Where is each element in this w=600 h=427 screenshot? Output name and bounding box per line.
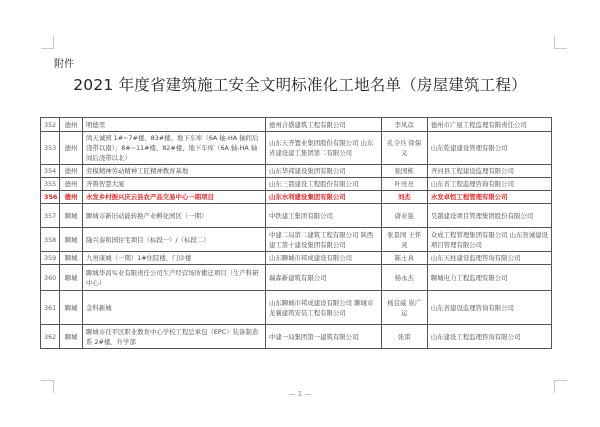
table-row <box>41 118 552 132</box>
city-cell: 聊城 <box>59 291 82 325</box>
project-cell: 聊城华昌实业有限责任公司生产经营场所搬迁项目（生产科研中心） <box>83 265 266 291</box>
city-cell: 聊城 <box>59 325 82 349</box>
city-cell: 德州 <box>59 132 82 165</box>
manager-cell: 孔令兵 徐保义 <box>381 132 427 165</box>
contractor-cell: 中建一局集团第一建筑有限公司 <box>265 325 381 349</box>
city-cell: 德州 <box>59 178 82 191</box>
supervisor-cell: 山东省建设监理咨询有限公司 <box>427 291 551 325</box>
project-cell: 明德里 <box>83 118 266 132</box>
row-number: 354 <box>41 165 60 178</box>
manager-cell: 张景国 王怀灵 <box>381 228 427 252</box>
row-number: 352 <box>41 118 60 132</box>
supervisor-cell: 山东乾建建设管理有限公司 <box>427 132 551 165</box>
manager-cell: 陈士真 <box>381 252 427 265</box>
row-number: 359 <box>41 252 60 265</box>
table-body <box>41 118 552 349</box>
supervisor-cell: 聊城电力工程监理有限公司 <box>427 265 551 291</box>
row-number: 358 <box>41 228 60 252</box>
supervisor-cell: 德州市广厦工程监理有限责任公司 <box>427 118 551 132</box>
project-cell: 尚天诚园 1#~7#楼、83#楼、地下车库（6A 轴-HA 轴间后浇带以南）；8#~11#楼、82#楼、地下车库（6A 轴-HA 轴间后浇带以北） <box>83 132 266 165</box>
manager-cell: 杨永杰 <box>381 265 427 291</box>
row-number: 357 <box>41 204 60 228</box>
supervisor-cell: 山东天柱建设监理咨询有限公司 <box>427 252 551 265</box>
manager-cell: 唐业强 <box>381 204 427 228</box>
attachment-label: 附件 <box>54 59 74 70</box>
row-number: 360 <box>41 265 60 291</box>
table-row <box>41 132 552 165</box>
row-number: 353 <box>41 132 60 165</box>
page-corner-mark-top-left <box>41 36 54 49</box>
contractor-cell: 山东聊城市邦成建设有限公司 <box>265 252 381 265</box>
manager-cell: 刘杰 <box>381 191 427 204</box>
page-number: — 1 — <box>288 390 312 398</box>
table-row <box>41 265 552 291</box>
project-cell: 聊城市新旧动能转换产业孵化园区（一期） <box>83 204 266 228</box>
supervisor-cell: 山东建设工程监理咨询有限公司 <box>427 325 551 349</box>
project-cell: 聊城市茌平区职业教育中心学校工程总承包（EPC）装备制造系 2#楼、升学部 <box>83 325 266 349</box>
city-cell: 德州 <box>59 165 82 178</box>
contractor-cell: 山东天齐置业集团股份有限公司 山东省建设建工集团第二有限公司 <box>265 132 381 165</box>
city-cell: 德州 <box>59 118 82 132</box>
table-row <box>41 178 552 191</box>
project-cell: 九州康城（一期）1#住院楼、门诊楼 <box>83 252 266 265</box>
contractor-cell: 山东三箭建设工程股份有限公司 <box>265 178 381 191</box>
city-cell: 聊城 <box>59 228 82 252</box>
city-cell: 聊城 <box>59 265 82 291</box>
supervisor-cell: 昊越建设项目管理集团股份有限公司 <box>427 204 551 228</box>
project-cell: 隆兴泰和园住宅项目（标段一）/（标段二） <box>83 228 266 252</box>
supervisor-cell: 齐河县工程建设监理有限公司 <box>427 165 551 178</box>
site-list-table <box>40 117 552 349</box>
page-corner-mark-top-right <box>554 36 567 49</box>
project-cell: 劳模精神劳动精神工匠精神教育基地 <box>83 165 266 178</box>
contractor-cell: 瑞森新建筑有限公司 <box>265 265 381 291</box>
supervisor-cell: 众成工程管理集团有限公司 山东智诚建设项目管理有限公司 <box>427 228 551 252</box>
project-cell: 齐鲁智慧大厦 <box>83 178 266 191</box>
supervisor-cell: 水发卓恒工程管理有限公司 <box>427 191 551 204</box>
table-row <box>41 325 552 349</box>
supervisor-cell: 山东省工程监理咨询有限公司 <box>427 178 551 191</box>
contractor-cell: 山东聊城市邦成建设有限公司 聊城市龙襄建筑安装工程有限公司 <box>265 291 381 325</box>
manager-cell: 李凤彦 <box>381 118 427 132</box>
table-row <box>41 252 552 265</box>
table-row <box>41 204 552 228</box>
city-cell: 聊城 <box>59 204 82 228</box>
contractor-cell: 山东水利建设集团有限公司 <box>265 191 381 204</box>
contractor-cell: 德州合盛建筑工程有限公司 <box>265 118 381 132</box>
document-title: 2021 年度省建筑施工安全文明标准化工地名单（房屋建筑工程） <box>73 76 527 94</box>
manager-cell: 张雷 <box>381 325 427 349</box>
manager-cell: 叶亮亮 <box>381 178 427 191</box>
row-number: 355 <box>41 178 60 191</box>
contractor-cell: 中铁建工集团有限公司 <box>265 204 381 228</box>
city-cell: 德州 <box>59 191 82 204</box>
manager-cell: 杨宜威 崔广运 <box>381 291 427 325</box>
contractor-cell: 山东华邦建设集团有限公司 <box>265 165 381 178</box>
city-cell: 聊城 <box>59 252 82 265</box>
row-number: 356 <box>41 191 60 204</box>
row-number: 362 <box>41 325 60 349</box>
table-row <box>41 291 552 325</box>
row-number: 361 <box>41 291 60 325</box>
project-cell: 金科新城 <box>83 291 266 325</box>
table-row <box>41 228 552 252</box>
project-cell: 水发乡村振兴庆云县农产品交易中心一期项目 <box>83 191 266 204</box>
manager-cell: 张国栋 <box>381 165 427 178</box>
contractor-cell: 中建二局第二建筑工程有限公司 陕西建工第十建设集团有限公司 <box>265 228 381 252</box>
table-row-highlighted <box>41 191 552 204</box>
table-row <box>41 165 552 178</box>
